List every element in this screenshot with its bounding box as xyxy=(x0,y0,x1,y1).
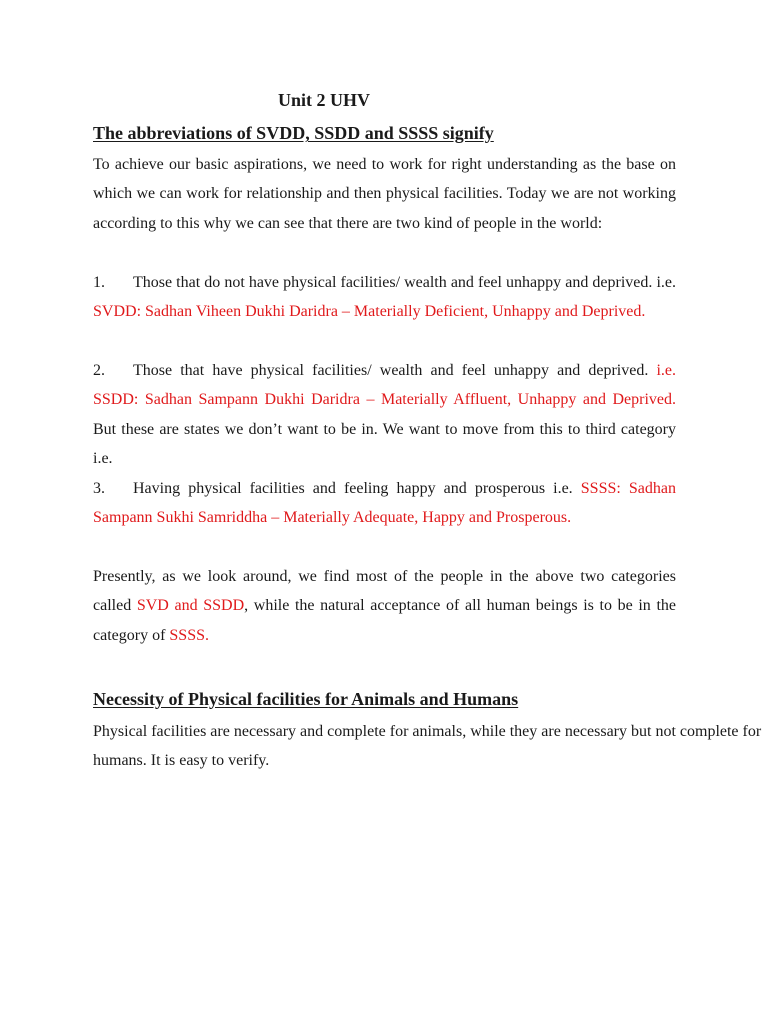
intro-paragraph: To achieve our basic aspirations, we need to work for right understanding as the base on which we can work for relationship and then physical facilities. Today we are not working according to this why we can see that there are two kind of people in the world: xyxy=(93,156,676,232)
list-item-ssss xyxy=(93,474,676,533)
list-item-text-after: But these are states we don’t want to be in. We want to move from this to third category i.e. xyxy=(93,420,676,468)
paragraph-text: Presently, as we look around, we find most of the people in the above two categories called xyxy=(93,568,676,615)
list-number: 1. xyxy=(93,273,105,291)
list-number: 2. xyxy=(93,362,105,379)
paragraph-text: , while the natural acceptance of all human beings is to be in the category of xyxy=(93,597,676,644)
section-heading-physical-facilities: Necessity of Physical facilities for Animals and Humans xyxy=(93,689,519,709)
list-number: 3. xyxy=(93,479,105,497)
list-item-svdd xyxy=(93,268,676,327)
list-item-text: Having physical facilities and feeling happy and prosperous i.e. xyxy=(133,479,581,497)
highlight-text: i.e. SSDD: Sadhan Sampann Dukhi Daridra – Materially Affluent, Unhappy and Deprived. xyxy=(93,362,676,409)
highlight-text: SVD and SSDD xyxy=(136,597,245,615)
list-item-ssdd xyxy=(93,356,676,474)
highlight-text: SSSS: Sadhan Sampann Sukhi Samriddha – Materially Adequate, Happy and Prosperous. xyxy=(93,479,676,526)
section-heading-abbreviations: The abbreviations of SVDD, SSDD and SSSS signify xyxy=(93,123,494,143)
highlight-text: SVDD: Sadhan Viheen Dukhi Daridra – Materially Deficient, Unhappy and Deprived. xyxy=(93,302,646,320)
presently-paragraph xyxy=(93,562,676,650)
highlight-text: SSSS. xyxy=(169,626,209,644)
physical-facilities-paragraph: Physical facilities are necessary and complete for animals, while they are necessary but not complete for humans. It is easy to verify. xyxy=(93,723,762,770)
document-title: Unit 2 UHV xyxy=(278,90,371,110)
list-item-text: Those that do not have physical facilities/ wealth and feel unhappy and deprived. i.e. xyxy=(133,273,676,291)
list-item-text: Those that have physical facilities/ wealth and feel unhappy and deprived. xyxy=(133,362,657,379)
